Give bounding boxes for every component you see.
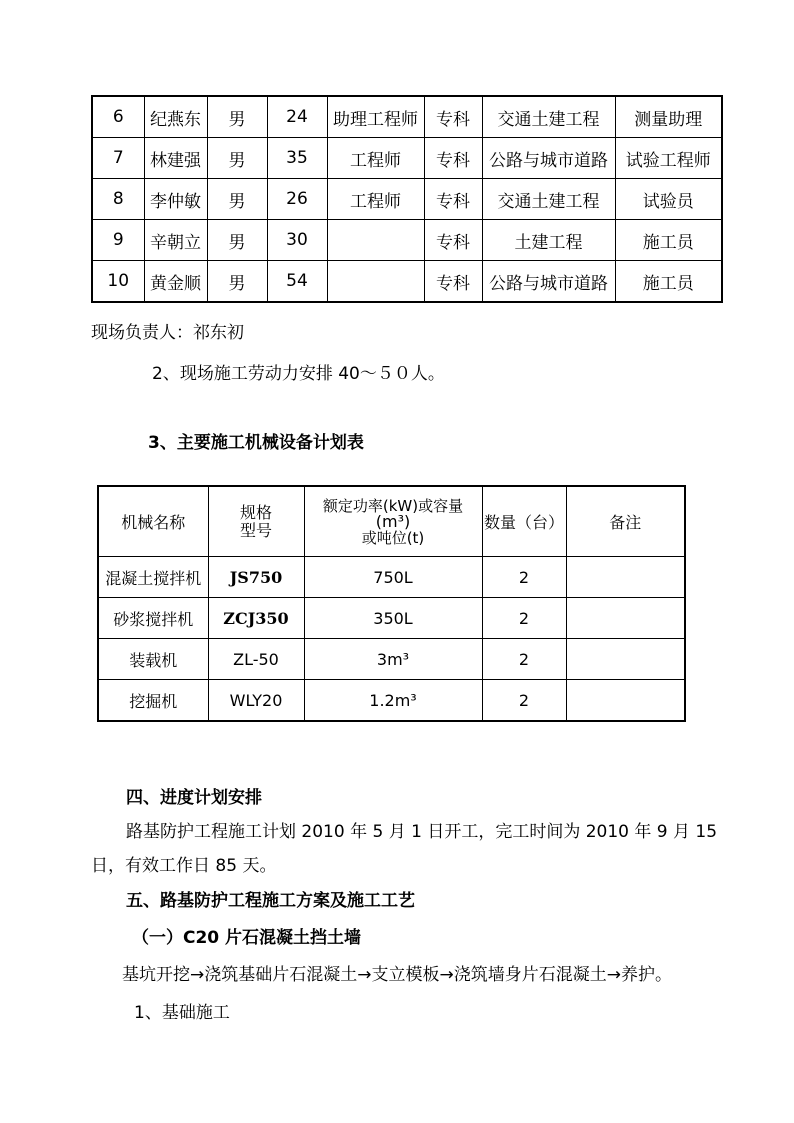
cell-no: 6 [92,96,144,138]
labor-arrangement-text: 2、现场施工劳动力安排 40～５０人。 [152,364,445,384]
table-row [92,179,722,220]
cell-name: 黄金顺 [144,261,207,303]
cell-name: 辛朝立 [144,220,207,261]
schedule-text-line1: 路基防护工程施工计划 2010 年 5 月 1 日开工，完工时间为 2010 年 9 月 15 [126,822,718,842]
header-spec-line2: 型号 [239,520,272,540]
cell-age: 54 [267,261,327,303]
cell-major: 公路与城市道路 [482,261,615,303]
cell-title [327,220,424,261]
cell-name: 林建强 [144,138,207,179]
cell-age: 30 [267,220,327,261]
header-power-line2: (m³) [375,511,411,531]
cell-quantity: 2 [482,598,566,639]
section-5-heading: 五、路基防护工程施工方案及施工工艺 [126,891,415,911]
cell-position: 试验工程师 [615,138,722,179]
staff-table [91,95,723,303]
cell-gender: 男 [207,96,267,138]
header-power-capacity [304,486,482,557]
header-spec-model [208,486,304,557]
header-quantity: 数量（台） [482,486,566,557]
table-row [98,680,685,722]
header-power-line3: 或吨位(t) [361,528,425,547]
cell-age: 24 [267,96,327,138]
cell-quantity: 2 [482,680,566,722]
cell-gender: 男 [207,220,267,261]
cell-title: 工程师 [327,138,424,179]
header-machine-name: 机械名称 [98,486,208,557]
table-row [92,261,722,303]
cell-machine-name: 装载机 [98,639,208,680]
step-1-heading: 1、基础施工 [134,1003,230,1023]
table-header-row [98,486,685,557]
table-row [98,598,685,639]
header-remarks: 备注 [566,486,685,557]
cell-no: 9 [92,220,144,261]
process-flow-text: 基坑开挖→浇筑基础片石混凝土→支立模板→浇筑墙身片石混凝土→养护。 [122,965,672,985]
cell-remarks [566,598,685,639]
cell-remarks [566,639,685,680]
cell-age: 26 [267,179,327,220]
cell-capacity: 1.2m³ [304,680,482,722]
cell-quantity: 2 [482,639,566,680]
schedule-text-line2: 日，有效工作日 85 天。 [91,856,277,876]
machine-table [97,485,686,722]
cell-no: 7 [92,138,144,179]
cell-no: 10 [92,261,144,303]
header-spec-line1: 规格 [239,502,272,522]
cell-no: 8 [92,179,144,220]
cell-education: 专科 [424,261,482,303]
cell-machine-name: 砂浆搅拌机 [98,598,208,639]
cell-gender: 男 [207,138,267,179]
cell-gender: 男 [207,179,267,220]
cell-major: 公路与城市道路 [482,138,615,179]
cell-position: 试验员 [615,179,722,220]
cell-name: 纪燕东 [144,96,207,138]
cell-remarks [566,680,685,722]
table-row [98,639,685,680]
cell-remarks [566,557,685,598]
cell-machine-name: 挖掘机 [98,680,208,722]
table-row [98,557,685,598]
cell-model: ZCJ350 [208,598,304,639]
cell-education: 专科 [424,220,482,261]
cell-title [327,261,424,303]
equipment-plan-heading: 3、主要施工机械设备计划表 [148,433,364,453]
cell-position: 施工员 [615,261,722,303]
site-manager-text: 现场负责人：祁东初 [91,323,244,343]
subsection-1-heading: （一）C20 片石混凝土挡土墙 [132,928,362,948]
header-power-line1: 额定功率(kW)或容量 [322,496,464,515]
cell-position: 测量助理 [615,96,722,138]
cell-capacity: 350L [304,598,482,639]
cell-name: 李仲敏 [144,179,207,220]
table-row [92,96,722,138]
cell-major: 交通土建工程 [482,179,615,220]
section-4-heading: 四、进度计划安排 [126,788,262,808]
cell-model: JS750 [208,557,304,598]
cell-title: 工程师 [327,179,424,220]
cell-title: 助理工程师 [327,96,424,138]
cell-major: 土建工程 [482,220,615,261]
cell-machine-name: 混凝土搅拌机 [98,557,208,598]
cell-age: 35 [267,138,327,179]
cell-education: 专科 [424,179,482,220]
cell-model: WLY20 [208,680,304,722]
cell-major: 交通土建工程 [482,96,615,138]
cell-model: ZL-50 [208,639,304,680]
cell-quantity: 2 [482,557,566,598]
cell-capacity: 3m³ [304,639,482,680]
cell-education: 专科 [424,138,482,179]
table-row [92,138,722,179]
cell-education: 专科 [424,96,482,138]
cell-capacity: 750L [304,557,482,598]
table-row [92,220,722,261]
cell-gender: 男 [207,261,267,303]
cell-position: 施工员 [615,220,722,261]
